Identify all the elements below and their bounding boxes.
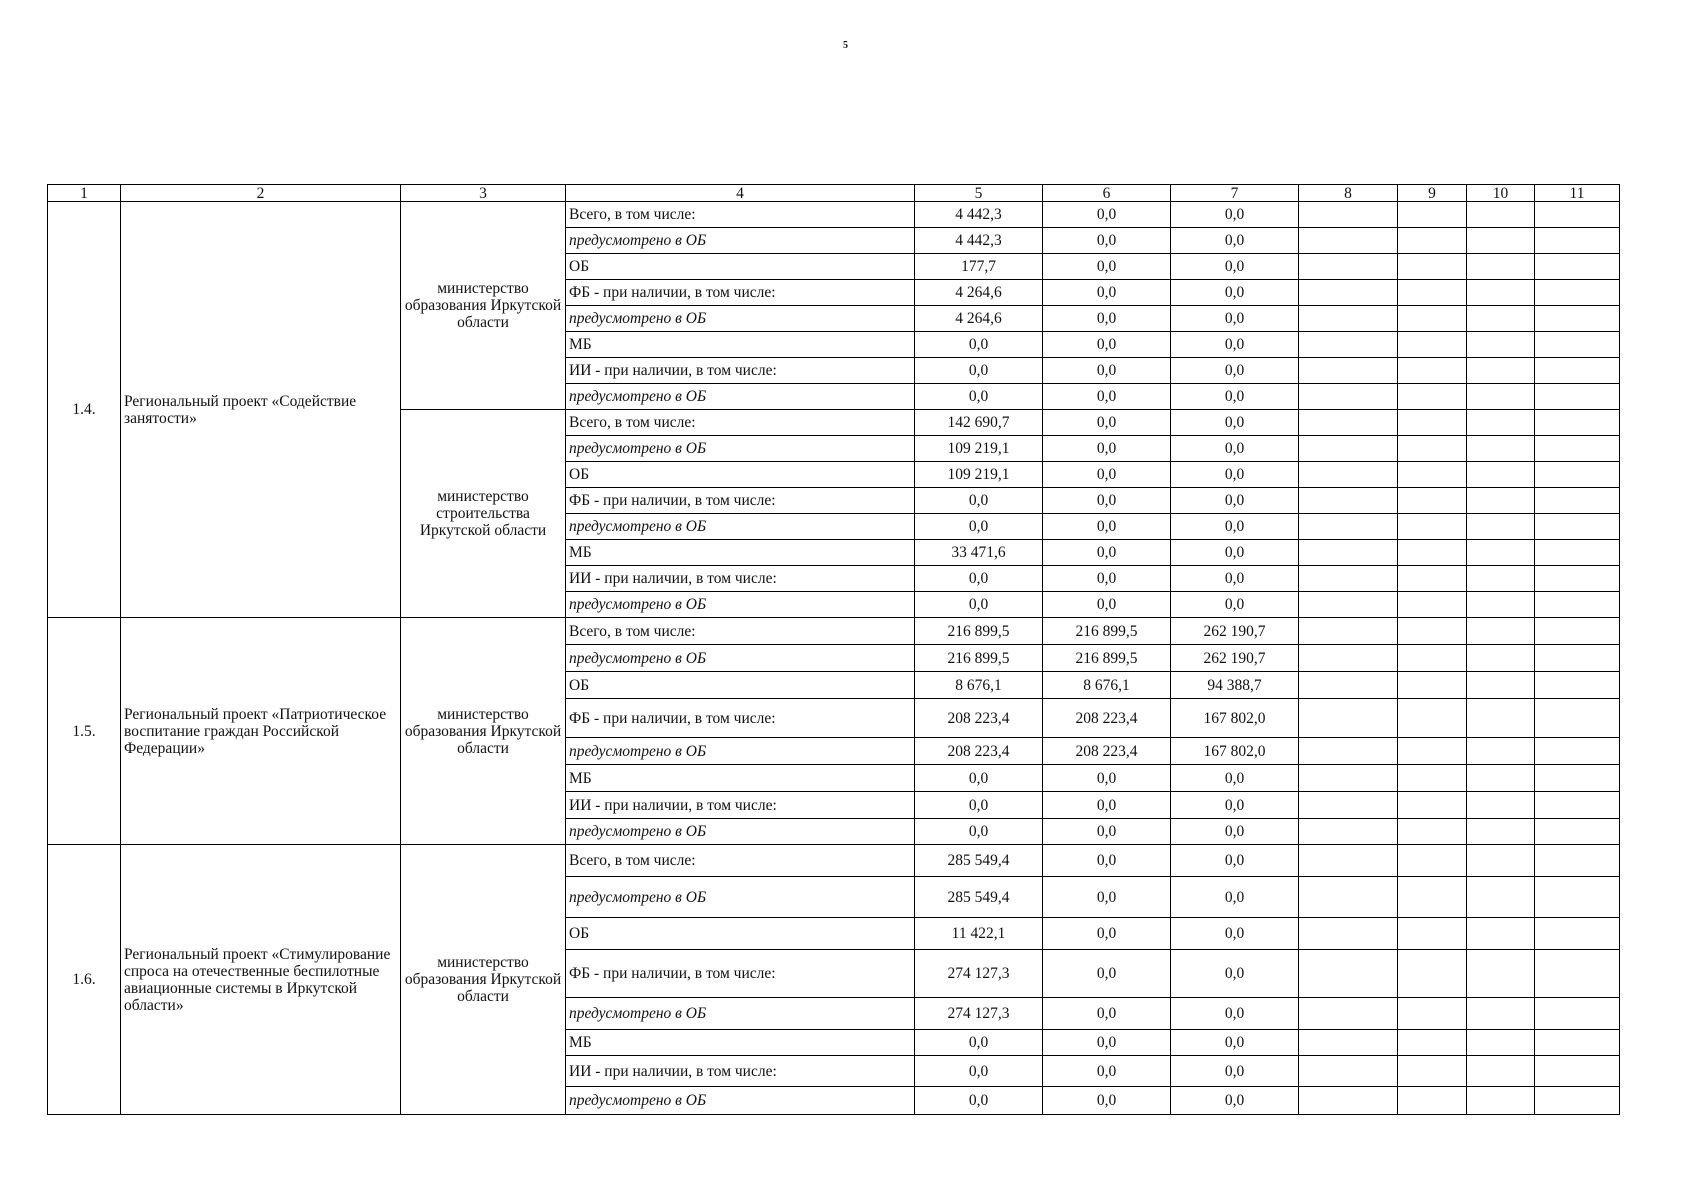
funding-source-label: предусмотрено в ОБ xyxy=(566,514,915,540)
value-cell: 0,0 xyxy=(1043,202,1171,228)
empty-cell xyxy=(1398,332,1467,358)
empty-cell xyxy=(1299,462,1398,488)
value-cell: 0,0 xyxy=(915,514,1043,540)
empty-cell xyxy=(1398,462,1467,488)
funding-source-label: ИИ - при наличии, в том числе: xyxy=(566,792,915,819)
value-cell: 0,0 xyxy=(1171,592,1299,618)
executor: министерство образования Иркутской области xyxy=(401,618,566,845)
value-cell: 274 127,3 xyxy=(915,998,1043,1030)
empty-cell xyxy=(1467,358,1535,384)
funding-source-label: предусмотрено в ОБ xyxy=(566,306,915,332)
empty-cell xyxy=(1535,845,1620,877)
empty-cell xyxy=(1467,819,1535,845)
empty-cell xyxy=(1467,436,1535,462)
value-cell: 0,0 xyxy=(1171,410,1299,436)
empty-cell xyxy=(1398,998,1467,1030)
value-cell: 0,0 xyxy=(1171,462,1299,488)
funding-source-label: ФБ - при наличии, в том числе: xyxy=(566,699,915,738)
empty-cell xyxy=(1398,254,1467,280)
funding-source-label: Всего, в том числе: xyxy=(566,845,915,877)
empty-cell xyxy=(1398,672,1467,699)
empty-cell xyxy=(1467,672,1535,699)
empty-cell xyxy=(1467,410,1535,436)
empty-cell xyxy=(1398,566,1467,592)
empty-cell xyxy=(1398,306,1467,332)
empty-cell xyxy=(1398,618,1467,645)
empty-cell xyxy=(1299,672,1398,699)
value-cell: 0,0 xyxy=(1043,845,1171,877)
empty-cell xyxy=(1299,540,1398,566)
value-cell: 4 442,3 xyxy=(915,202,1043,228)
value-cell: 0,0 xyxy=(1043,998,1171,1030)
section-number: 1.5. xyxy=(48,618,121,845)
executor: министерство образования Иркутской области xyxy=(401,845,566,1115)
empty-cell xyxy=(1299,254,1398,280)
empty-cell xyxy=(1299,792,1398,819)
value-cell: 0,0 xyxy=(1043,332,1171,358)
funding-source-label: ФБ - при наличии, в том числе: xyxy=(566,488,915,514)
funding-source-label: предусмотрено в ОБ xyxy=(566,998,915,1030)
value-cell: 0,0 xyxy=(1043,358,1171,384)
funding-source-label: ФБ - при наличии, в том числе: xyxy=(566,950,915,998)
funding-source-label: ФБ - при наличии, в том числе: xyxy=(566,280,915,306)
empty-cell xyxy=(1535,645,1620,672)
column-header: 3 xyxy=(401,185,566,202)
empty-cell xyxy=(1535,306,1620,332)
value-cell: 4 442,3 xyxy=(915,228,1043,254)
value-cell: 0,0 xyxy=(1171,918,1299,950)
column-header-row xyxy=(48,185,1620,202)
value-cell: 0,0 xyxy=(1171,254,1299,280)
value-cell: 109 219,1 xyxy=(915,462,1043,488)
empty-cell xyxy=(1535,254,1620,280)
empty-cell xyxy=(1535,918,1620,950)
empty-cell xyxy=(1467,645,1535,672)
value-cell: 208 223,4 xyxy=(915,738,1043,765)
funding-source-label: предусмотрено в ОБ xyxy=(566,384,915,410)
funding-source-label: предусмотрено в ОБ xyxy=(566,877,915,918)
value-cell: 216 899,5 xyxy=(915,645,1043,672)
empty-cell xyxy=(1467,845,1535,877)
value-cell: 0,0 xyxy=(1171,384,1299,410)
empty-cell xyxy=(1398,845,1467,877)
empty-cell xyxy=(1299,845,1398,877)
value-cell: 0,0 xyxy=(1043,950,1171,998)
value-cell: 0,0 xyxy=(1171,358,1299,384)
value-cell: 0,0 xyxy=(1171,950,1299,998)
value-cell: 0,0 xyxy=(1171,514,1299,540)
page-number: 5 xyxy=(843,40,848,51)
empty-cell xyxy=(1299,566,1398,592)
value-cell: 0,0 xyxy=(1043,384,1171,410)
empty-cell xyxy=(1299,1056,1398,1087)
value-cell: 0,0 xyxy=(1171,792,1299,819)
empty-cell xyxy=(1535,202,1620,228)
empty-cell xyxy=(1398,699,1467,738)
value-cell: 0,0 xyxy=(1171,819,1299,845)
empty-cell xyxy=(1398,358,1467,384)
funding-source-label: предусмотрено в ОБ xyxy=(566,592,915,618)
value-cell: 0,0 xyxy=(1043,254,1171,280)
funding-source-label: МБ xyxy=(566,765,915,792)
column-header: 7 xyxy=(1171,185,1299,202)
empty-cell xyxy=(1467,765,1535,792)
empty-cell xyxy=(1467,950,1535,998)
value-cell: 0,0 xyxy=(915,1087,1043,1115)
empty-cell xyxy=(1398,1030,1467,1056)
project-name: Региональный проект «Патриотическое воспитание граждан Российской Федерации» xyxy=(121,618,401,845)
value-cell: 0,0 xyxy=(1171,306,1299,332)
value-cell: 0,0 xyxy=(1171,1056,1299,1087)
value-cell: 285 549,4 xyxy=(915,877,1043,918)
empty-cell xyxy=(1299,488,1398,514)
column-header: 9 xyxy=(1398,185,1467,202)
funding-source-label: предусмотрено в ОБ xyxy=(566,645,915,672)
value-cell: 0,0 xyxy=(915,358,1043,384)
value-cell: 0,0 xyxy=(1171,765,1299,792)
empty-cell xyxy=(1535,514,1620,540)
empty-cell xyxy=(1398,540,1467,566)
empty-cell xyxy=(1299,358,1398,384)
empty-cell xyxy=(1535,1087,1620,1115)
value-cell: 0,0 xyxy=(1043,488,1171,514)
empty-cell xyxy=(1398,514,1467,540)
empty-cell xyxy=(1467,738,1535,765)
value-cell: 0,0 xyxy=(1171,488,1299,514)
empty-cell xyxy=(1467,699,1535,738)
value-cell: 0,0 xyxy=(915,566,1043,592)
empty-cell xyxy=(1535,462,1620,488)
empty-cell xyxy=(1299,306,1398,332)
value-cell: 0,0 xyxy=(1043,228,1171,254)
empty-cell xyxy=(1299,699,1398,738)
empty-cell xyxy=(1467,1056,1535,1087)
empty-cell xyxy=(1467,998,1535,1030)
value-cell: 0,0 xyxy=(1171,998,1299,1030)
empty-cell xyxy=(1467,202,1535,228)
value-cell: 0,0 xyxy=(1043,306,1171,332)
value-cell: 0,0 xyxy=(1171,202,1299,228)
section-number: 1.6. xyxy=(48,845,121,1115)
funding-source-label: предусмотрено в ОБ xyxy=(566,819,915,845)
value-cell: 0,0 xyxy=(915,592,1043,618)
value-cell: 8 676,1 xyxy=(1043,672,1171,699)
empty-cell xyxy=(1467,306,1535,332)
value-cell: 0,0 xyxy=(1171,280,1299,306)
value-cell: 109 219,1 xyxy=(915,436,1043,462)
value-cell: 0,0 xyxy=(1171,566,1299,592)
empty-cell xyxy=(1299,877,1398,918)
funding-source-label: Всего, в том числе: xyxy=(566,410,915,436)
empty-cell xyxy=(1467,918,1535,950)
value-cell: 0,0 xyxy=(1171,845,1299,877)
empty-cell xyxy=(1467,514,1535,540)
empty-cell xyxy=(1299,592,1398,618)
empty-cell xyxy=(1535,488,1620,514)
funding-source-label: Всего, в том числе: xyxy=(566,618,915,645)
funding-source-label: МБ xyxy=(566,540,915,566)
value-cell: 208 223,4 xyxy=(915,699,1043,738)
empty-cell xyxy=(1398,877,1467,918)
empty-cell xyxy=(1467,462,1535,488)
empty-cell xyxy=(1467,228,1535,254)
empty-cell xyxy=(1467,592,1535,618)
empty-cell xyxy=(1398,738,1467,765)
empty-cell xyxy=(1467,1030,1535,1056)
empty-cell xyxy=(1535,566,1620,592)
empty-cell xyxy=(1398,1056,1467,1087)
funding-source-label: ОБ xyxy=(566,672,915,699)
empty-cell xyxy=(1535,998,1620,1030)
funding-source-label: ИИ - при наличии, в том числе: xyxy=(566,358,915,384)
empty-cell xyxy=(1398,918,1467,950)
value-cell: 216 899,5 xyxy=(1043,618,1171,645)
value-cell: 0,0 xyxy=(915,765,1043,792)
value-cell: 94 388,7 xyxy=(1171,672,1299,699)
empty-cell xyxy=(1299,645,1398,672)
empty-cell xyxy=(1299,918,1398,950)
empty-cell xyxy=(1299,819,1398,845)
budget-table xyxy=(47,184,1620,1115)
value-cell: 0,0 xyxy=(1043,819,1171,845)
table-row xyxy=(48,618,1620,645)
empty-cell xyxy=(1467,1087,1535,1115)
empty-cell xyxy=(1535,358,1620,384)
empty-cell xyxy=(1299,765,1398,792)
value-cell: 208 223,4 xyxy=(1043,699,1171,738)
value-cell: 0,0 xyxy=(1043,792,1171,819)
empty-cell xyxy=(1467,280,1535,306)
value-cell: 11 422,1 xyxy=(915,918,1043,950)
table-row xyxy=(48,845,1620,877)
empty-cell xyxy=(1299,738,1398,765)
value-cell: 274 127,3 xyxy=(915,950,1043,998)
value-cell: 4 264,6 xyxy=(915,306,1043,332)
value-cell: 262 190,7 xyxy=(1171,645,1299,672)
value-cell: 285 549,4 xyxy=(915,845,1043,877)
value-cell: 33 471,6 xyxy=(915,540,1043,566)
empty-cell xyxy=(1467,877,1535,918)
empty-cell xyxy=(1535,950,1620,998)
empty-cell xyxy=(1535,332,1620,358)
empty-cell xyxy=(1398,410,1467,436)
empty-cell xyxy=(1535,436,1620,462)
funding-source-label: ОБ xyxy=(566,254,915,280)
empty-cell xyxy=(1535,765,1620,792)
empty-cell xyxy=(1398,645,1467,672)
value-cell: 0,0 xyxy=(1043,280,1171,306)
empty-cell xyxy=(1535,1056,1620,1087)
funding-source-label: МБ xyxy=(566,332,915,358)
empty-cell xyxy=(1398,228,1467,254)
table-row xyxy=(48,202,1620,228)
funding-source-label: ИИ - при наличии, в том числе: xyxy=(566,1056,915,1087)
empty-cell xyxy=(1467,540,1535,566)
value-cell: 0,0 xyxy=(915,1030,1043,1056)
column-header: 2 xyxy=(121,185,401,202)
funding-source-label: предусмотрено в ОБ xyxy=(566,1087,915,1115)
empty-cell xyxy=(1467,332,1535,358)
empty-cell xyxy=(1398,765,1467,792)
empty-cell xyxy=(1535,877,1620,918)
value-cell: 0,0 xyxy=(915,332,1043,358)
executor: министерство строительства Иркутской области xyxy=(401,410,566,618)
value-cell: 0,0 xyxy=(915,819,1043,845)
value-cell: 0,0 xyxy=(1171,1087,1299,1115)
empty-cell xyxy=(1535,792,1620,819)
section-number: 1.4. xyxy=(48,202,121,618)
empty-cell xyxy=(1535,384,1620,410)
empty-cell xyxy=(1398,592,1467,618)
value-cell: 0,0 xyxy=(1043,436,1171,462)
empty-cell xyxy=(1467,384,1535,410)
empty-cell xyxy=(1535,592,1620,618)
empty-cell xyxy=(1398,280,1467,306)
empty-cell xyxy=(1535,672,1620,699)
empty-cell xyxy=(1398,488,1467,514)
empty-cell xyxy=(1467,618,1535,645)
value-cell: 0,0 xyxy=(915,384,1043,410)
funding-source-label: Всего, в том числе: xyxy=(566,202,915,228)
empty-cell xyxy=(1299,1087,1398,1115)
column-header: 1 xyxy=(48,185,121,202)
column-header: 4 xyxy=(566,185,915,202)
empty-cell xyxy=(1299,950,1398,998)
empty-cell xyxy=(1467,792,1535,819)
project-name: Региональный проект «Содействие занятости» xyxy=(121,202,401,618)
value-cell: 167 802,0 xyxy=(1171,699,1299,738)
funding-source-label: ИИ - при наличии, в том числе: xyxy=(566,566,915,592)
empty-cell xyxy=(1398,792,1467,819)
empty-cell xyxy=(1299,228,1398,254)
executor: министерство образования Иркутской области xyxy=(401,202,566,410)
empty-cell xyxy=(1535,738,1620,765)
value-cell: 0,0 xyxy=(1043,540,1171,566)
value-cell: 0,0 xyxy=(1171,877,1299,918)
empty-cell xyxy=(1299,280,1398,306)
empty-cell xyxy=(1299,332,1398,358)
empty-cell xyxy=(1398,202,1467,228)
empty-cell xyxy=(1535,618,1620,645)
value-cell: 0,0 xyxy=(1043,1087,1171,1115)
empty-cell xyxy=(1467,488,1535,514)
value-cell: 0,0 xyxy=(1043,877,1171,918)
empty-cell xyxy=(1535,540,1620,566)
value-cell: 167 802,0 xyxy=(1171,738,1299,765)
value-cell: 0,0 xyxy=(1171,540,1299,566)
value-cell: 0,0 xyxy=(1043,410,1171,436)
empty-cell xyxy=(1535,410,1620,436)
funding-source-label: ОБ xyxy=(566,462,915,488)
empty-cell xyxy=(1299,514,1398,540)
value-cell: 0,0 xyxy=(1043,918,1171,950)
empty-cell xyxy=(1299,410,1398,436)
value-cell: 0,0 xyxy=(1043,514,1171,540)
value-cell: 208 223,4 xyxy=(1043,738,1171,765)
value-cell: 0,0 xyxy=(1171,1030,1299,1056)
empty-cell xyxy=(1299,998,1398,1030)
column-header: 5 xyxy=(915,185,1043,202)
empty-cell xyxy=(1535,819,1620,845)
value-cell: 0,0 xyxy=(1171,228,1299,254)
empty-cell xyxy=(1398,436,1467,462)
value-cell: 0,0 xyxy=(915,488,1043,514)
empty-cell xyxy=(1299,384,1398,410)
value-cell: 0,0 xyxy=(1043,1030,1171,1056)
empty-cell xyxy=(1398,950,1467,998)
value-cell: 0,0 xyxy=(1171,332,1299,358)
column-header: 8 xyxy=(1299,185,1398,202)
empty-cell xyxy=(1467,566,1535,592)
value-cell: 216 899,5 xyxy=(915,618,1043,645)
value-cell: 0,0 xyxy=(915,792,1043,819)
project-name: Региональный проект «Стимулирование спроса на отечественные беспилотные авиационные системы в Иркутской области» xyxy=(121,845,401,1115)
empty-cell xyxy=(1535,699,1620,738)
value-cell: 177,7 xyxy=(915,254,1043,280)
empty-cell xyxy=(1535,280,1620,306)
value-cell: 216 899,5 xyxy=(1043,645,1171,672)
empty-cell xyxy=(1535,228,1620,254)
empty-cell xyxy=(1299,436,1398,462)
funding-source-label: предусмотрено в ОБ xyxy=(566,228,915,254)
value-cell: 4 264,6 xyxy=(915,280,1043,306)
empty-cell xyxy=(1398,384,1467,410)
value-cell: 0,0 xyxy=(1043,1056,1171,1087)
value-cell: 0,0 xyxy=(1171,436,1299,462)
empty-cell xyxy=(1398,1087,1467,1115)
value-cell: 0,0 xyxy=(1043,765,1171,792)
column-header: 6 xyxy=(1043,185,1171,202)
value-cell: 0,0 xyxy=(915,1056,1043,1087)
empty-cell xyxy=(1299,1030,1398,1056)
empty-cell xyxy=(1535,1030,1620,1056)
funding-source-label: предусмотрено в ОБ xyxy=(566,436,915,462)
value-cell: 0,0 xyxy=(1043,462,1171,488)
column-header: 10 xyxy=(1467,185,1535,202)
funding-source-label: МБ xyxy=(566,1030,915,1056)
value-cell: 8 676,1 xyxy=(915,672,1043,699)
value-cell: 0,0 xyxy=(1043,592,1171,618)
funding-source-label: ОБ xyxy=(566,918,915,950)
value-cell: 262 190,7 xyxy=(1171,618,1299,645)
value-cell: 142 690,7 xyxy=(915,410,1043,436)
value-cell: 0,0 xyxy=(1043,566,1171,592)
empty-cell xyxy=(1398,819,1467,845)
empty-cell xyxy=(1299,618,1398,645)
empty-cell xyxy=(1299,202,1398,228)
empty-cell xyxy=(1467,254,1535,280)
funding-source-label: предусмотрено в ОБ xyxy=(566,738,915,765)
column-header: 11 xyxy=(1535,185,1620,202)
